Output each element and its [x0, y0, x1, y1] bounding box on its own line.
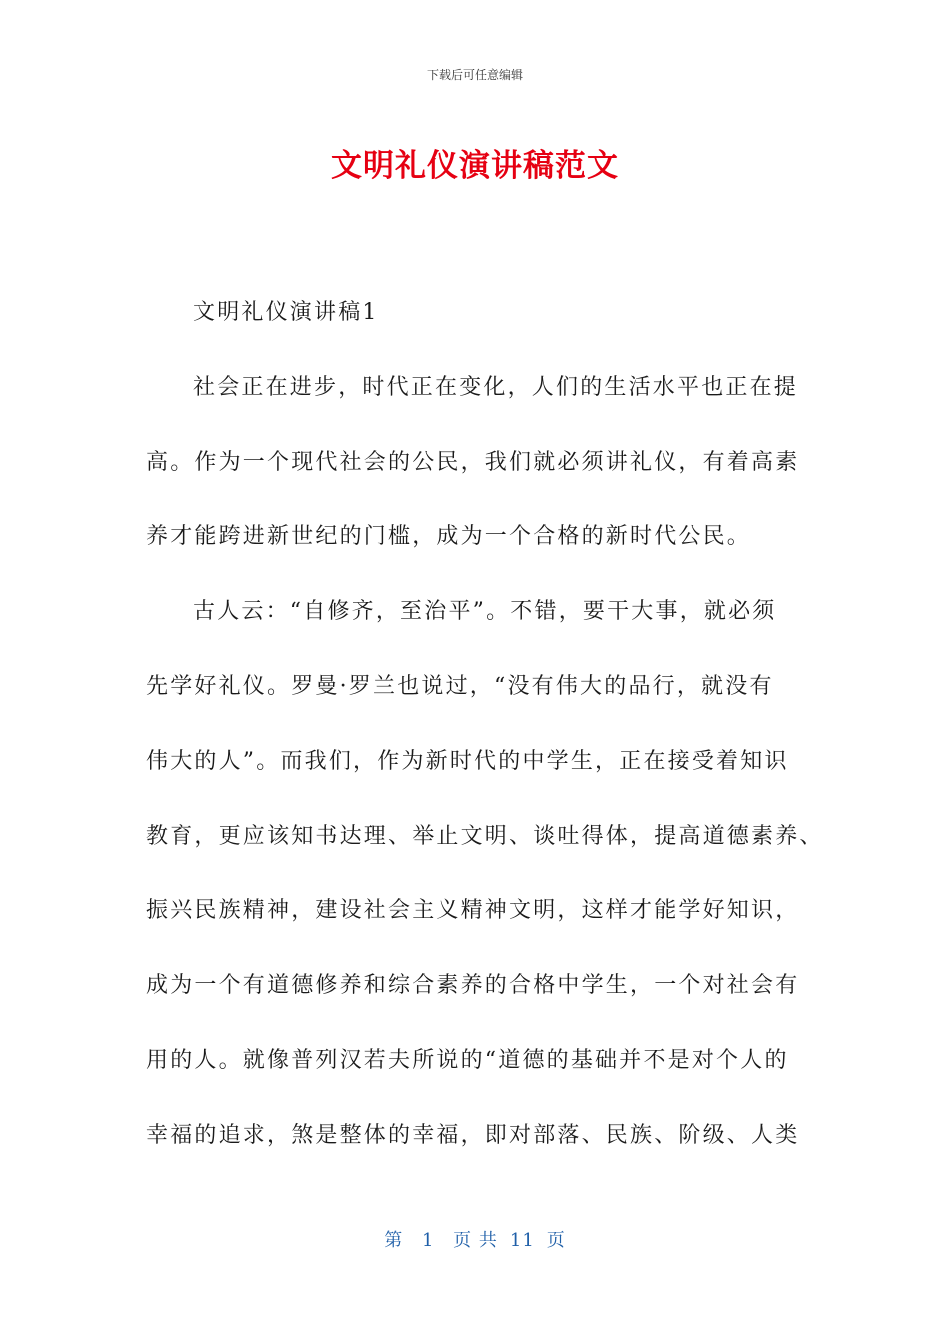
- body-line: 振兴民族精神，建设社会主义精神文明，这样才能学好知识，: [146, 898, 800, 924]
- body-line: 先学好礼仪。罗曼·罗兰也说过，“没有伟大的品行，就没有: [146, 673, 774, 699]
- header-note: 下载后可任意编辑: [426, 68, 523, 82]
- body-line: 高。作为一个现代社会的公民，我们就必须讲礼仪，有着高素: [146, 449, 800, 475]
- body-line: 养才能跨进新世纪的门槛，成为一个合格的新时代公民。: [146, 524, 752, 550]
- body-line: 用的人。就像普列汉若夫所说的“道德的基础并不是对个人的: [146, 1047, 789, 1073]
- body-line: 教育，更应该知书达理、举止文明、谈吐得体，提高道德素养、: [146, 823, 824, 849]
- body-line: 社会正在进步，时代正在变化，人们的生活水平也正在提: [193, 374, 799, 400]
- body-line: 古人云：“自修齐，至治平”。不错，要干大事，就必须: [193, 599, 777, 625]
- body-line: 伟大的人”。而我们，作为新时代的中学生，正在接受着知识: [146, 748, 789, 774]
- total-pages-number: 11: [509, 1230, 535, 1251]
- body-line: 幸福的追求，煞是整体的幸福，即对部落、民族、阶级、人类: [146, 1122, 800, 1148]
- page-footer: [0, 1226, 950, 1252]
- footer-mid: 页 共: [453, 1230, 498, 1251]
- current-page-number: 1: [421, 1230, 435, 1251]
- footer-suffix: 页: [546, 1230, 566, 1251]
- body-line: 成为一个有道德修养和综合素养的合格中学生，一个对社会有: [146, 973, 800, 999]
- body-line: 文明礼仪演讲稿1: [193, 300, 379, 325]
- document-body: [146, 276, 824, 1174]
- document-title: 文明礼仪演讲稿范文: [331, 148, 619, 184]
- footer-prefix: 第: [384, 1230, 404, 1251]
